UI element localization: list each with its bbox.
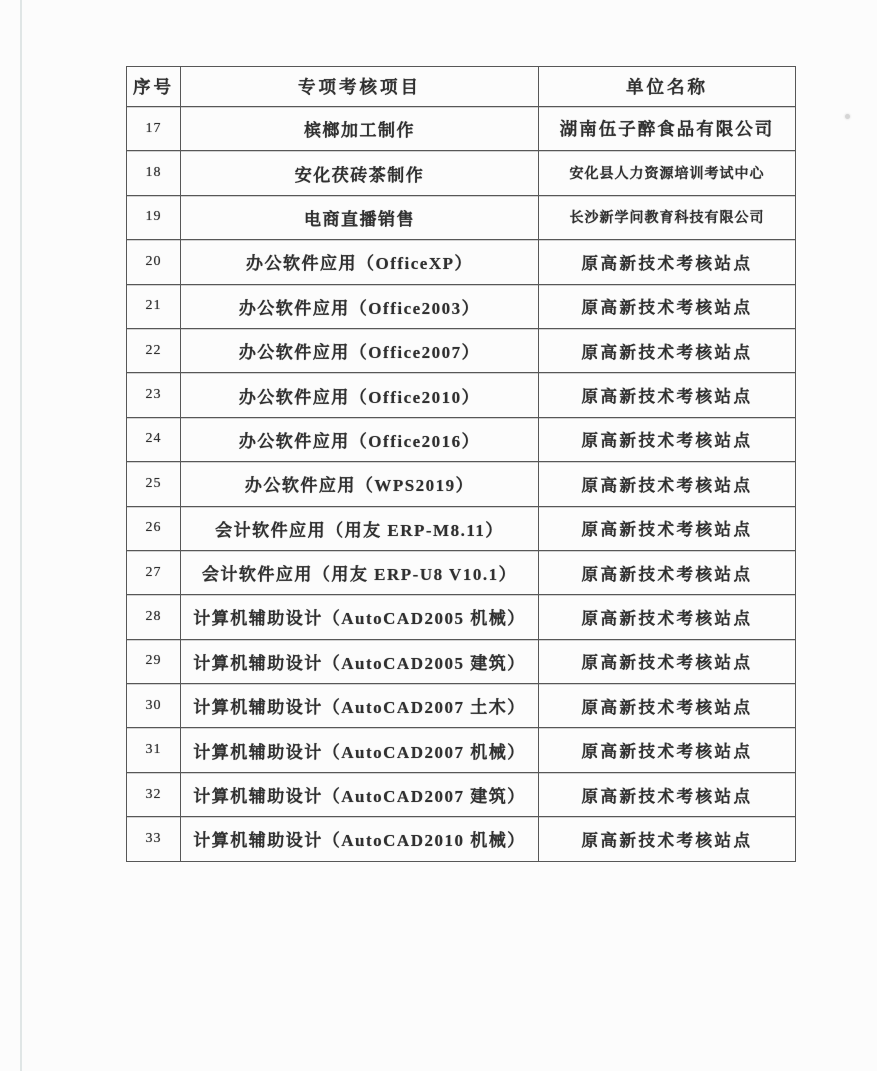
row-number-cell: 29 [127, 639, 181, 683]
row-number-cell: 26 [127, 506, 181, 550]
unit-cell: 湖南伍子醉食品有限公司 [539, 107, 796, 151]
project-cell: 槟榔加工制作 [181, 107, 539, 151]
table-row [127, 728, 796, 772]
header-cell-serial-number: 序号 [127, 67, 181, 107]
row-number-cell: 24 [127, 417, 181, 461]
row-number-cell: 22 [127, 328, 181, 372]
table-row [127, 550, 796, 594]
unit-cell: 原高新技术考核站点 [539, 240, 796, 284]
project-cell: 安化茯砖茶制作 [181, 151, 539, 195]
project-cell: 会计软件应用（用友 ERP-U8 V10.1） [181, 550, 539, 594]
row-number-cell: 32 [127, 772, 181, 816]
row-number-cell: 23 [127, 373, 181, 417]
unit-cell: 原高新技术考核站点 [539, 373, 796, 417]
table-row [127, 684, 796, 728]
row-number-cell: 17 [127, 107, 181, 151]
unit-cell: 原高新技术考核站点 [539, 550, 796, 594]
table-row [127, 417, 796, 461]
unit-cell: 原高新技术考核站点 [539, 506, 796, 550]
unit-cell: 原高新技术考核站点 [539, 639, 796, 683]
table-row [127, 151, 796, 195]
row-number-cell: 30 [127, 684, 181, 728]
unit-cell: 原高新技术考核站点 [539, 417, 796, 461]
scan-speck [845, 114, 850, 119]
row-number-cell: 20 [127, 240, 181, 284]
table-row [127, 373, 796, 417]
unit-cell: 长沙新学问教育科技有限公司 [539, 195, 796, 239]
scan-fold-line [20, 0, 22, 1071]
table-row [127, 328, 796, 372]
table-row [127, 639, 796, 683]
project-cell: 办公软件应用（OfficeXP） [181, 240, 539, 284]
unit-cell: 原高新技术考核站点 [539, 728, 796, 772]
table-row [127, 240, 796, 284]
row-number-cell: 31 [127, 728, 181, 772]
assessment-projects-table [126, 66, 796, 862]
header-cell-project: 专项考核项目 [181, 67, 539, 107]
project-cell: 办公软件应用（Office2016） [181, 417, 539, 461]
table-row [127, 284, 796, 328]
table-row [127, 462, 796, 506]
row-number-cell: 25 [127, 462, 181, 506]
table-row [127, 107, 796, 151]
project-cell: 电商直播销售 [181, 195, 539, 239]
row-number-cell: 28 [127, 595, 181, 639]
table-row [127, 506, 796, 550]
row-number-cell: 33 [127, 817, 181, 861]
project-cell: 办公软件应用（WPS2019） [181, 462, 539, 506]
row-number-cell: 21 [127, 284, 181, 328]
row-number-cell: 19 [127, 195, 181, 239]
row-number-cell: 18 [127, 151, 181, 195]
table-row [127, 772, 796, 816]
unit-cell: 原高新技术考核站点 [539, 595, 796, 639]
unit-cell: 原高新技术考核站点 [539, 817, 796, 861]
table-header-row [127, 67, 796, 107]
unit-cell: 原高新技术考核站点 [539, 328, 796, 372]
project-cell: 计算机辅助设计（AutoCAD2007 机械） [181, 728, 539, 772]
project-cell: 计算机辅助设计（AutoCAD2005 机械） [181, 595, 539, 639]
table-row [127, 817, 796, 861]
table-row [127, 595, 796, 639]
project-cell: 计算机辅助设计（AutoCAD2005 建筑） [181, 639, 539, 683]
table-row [127, 195, 796, 239]
row-number-cell: 27 [127, 550, 181, 594]
unit-cell: 原高新技术考核站点 [539, 284, 796, 328]
project-cell: 计算机辅助设计（AutoCAD2010 机械） [181, 817, 539, 861]
project-cell: 办公软件应用（Office2007） [181, 328, 539, 372]
header-cell-unit-name: 单位名称 [539, 67, 796, 107]
project-cell: 会计软件应用（用友 ERP-M8.11） [181, 506, 539, 550]
project-cell: 办公软件应用（Office2003） [181, 284, 539, 328]
unit-cell: 安化县人力资源培训考试中心 [539, 151, 796, 195]
unit-cell: 原高新技术考核站点 [539, 772, 796, 816]
project-cell: 计算机辅助设计（AutoCAD2007 土木） [181, 684, 539, 728]
unit-cell: 原高新技术考核站点 [539, 684, 796, 728]
project-cell: 办公软件应用（Office2010） [181, 373, 539, 417]
project-cell: 计算机辅助设计（AutoCAD2007 建筑） [181, 772, 539, 816]
unit-cell: 原高新技术考核站点 [539, 462, 796, 506]
